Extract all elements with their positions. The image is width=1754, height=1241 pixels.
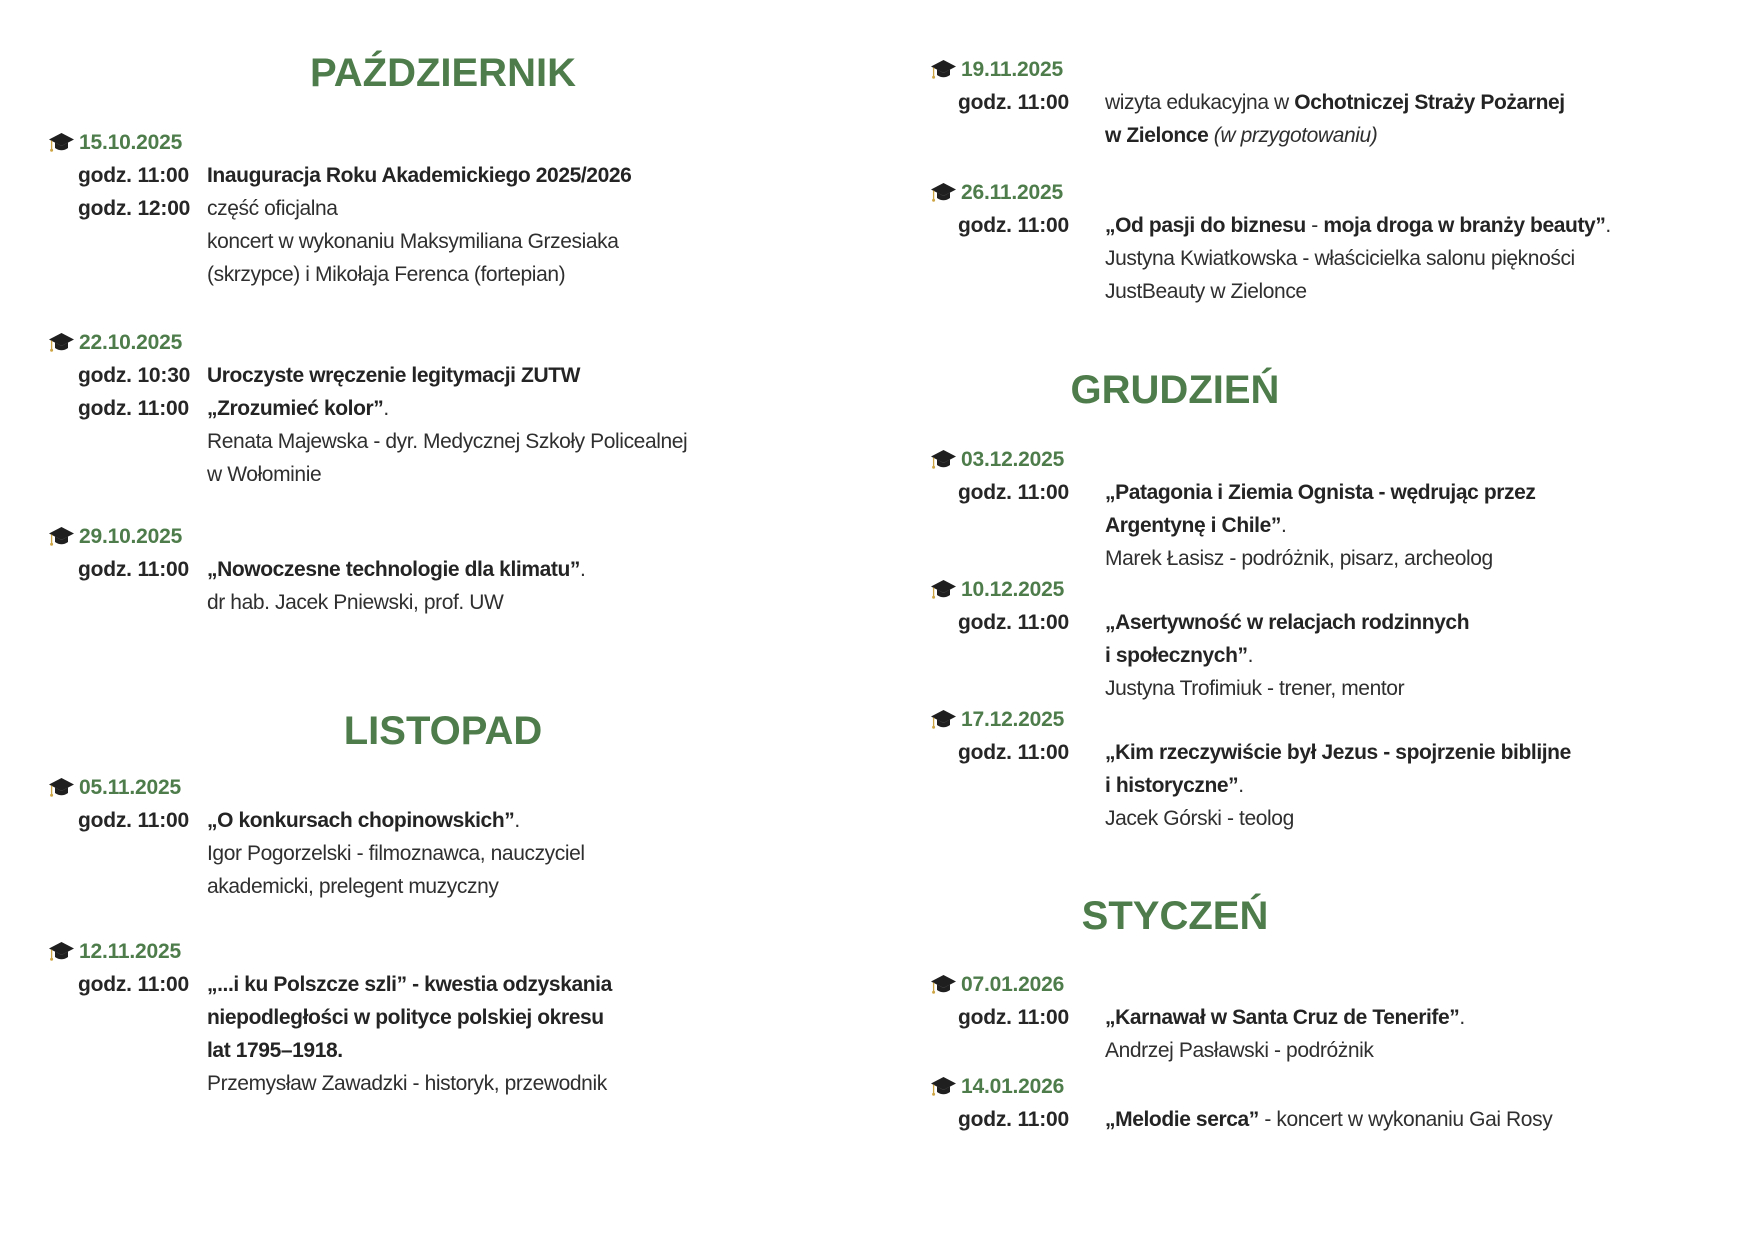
event-date: 29.10.2025 <box>79 524 183 548</box>
text-segment: Jacek Górski - teolog <box>1105 807 1294 830</box>
event-row <box>930 86 1565 119</box>
event-row <box>48 1001 856 1034</box>
event-time: godz. 11:00 <box>78 809 190 832</box>
graduation-cap-icon <box>930 579 957 603</box>
text-segment: Renata Majewska - dyr. Medycznej Szkoły Policealnej <box>207 430 688 453</box>
event-time <box>48 258 207 291</box>
text-segment: „O konkursach chopinowskich” <box>207 809 515 832</box>
text-segment: niepodległości w polityce polskiej okresu <box>207 1006 604 1029</box>
text-segment: Uroczyste wręczenie legitymacji ZUTW <box>207 364 581 387</box>
event <box>930 1070 1554 1136</box>
text-segment: wizyta edukacyjna w <box>1105 91 1295 114</box>
event-text <box>1105 86 1565 119</box>
event-time <box>48 425 207 458</box>
graduation-cap-icon <box>48 332 75 356</box>
month-header: STYCZEŃ <box>1081 894 1269 938</box>
text-segment: „Nowoczesne technologie dla klimatu” <box>207 558 581 581</box>
event-text <box>207 359 580 392</box>
event-date: 22.10.2025 <box>79 330 183 354</box>
event-time: godz. 11:00 <box>958 481 1070 504</box>
event-row <box>930 119 1554 152</box>
event <box>930 703 1571 835</box>
event <box>930 443 1554 575</box>
text-segment: „Kim rzeczywiście był Jezus - spojrzenie biblijne <box>1105 741 1571 764</box>
text-segment: „Melodie serca” <box>1105 1108 1259 1131</box>
event <box>48 771 856 903</box>
event-text <box>207 1067 607 1100</box>
graduation-cap-icon <box>930 449 957 473</box>
event-date-row <box>930 53 1554 86</box>
event-time: godz. 10:30 <box>78 364 191 387</box>
text-segment: „Asertywność w relacjach rodzinnych <box>1105 611 1470 634</box>
event-date: 17.12.2025 <box>961 707 1065 731</box>
event-rows <box>930 606 1554 705</box>
text-segment: Marek Łasisz - podróżnik, pisarz, archeolog <box>1105 547 1493 570</box>
event-row <box>930 1103 1554 1136</box>
event-text <box>207 553 585 586</box>
event-row <box>48 258 856 291</box>
text-segment: Justyna Kwiatkowska - właścicielka salonu piękności <box>1105 247 1575 270</box>
event-time <box>48 1001 207 1034</box>
event-text <box>1105 209 1611 242</box>
event-date-row <box>48 520 856 553</box>
month-header: PAŹDZIERNIK <box>310 51 576 95</box>
text-segment: akademicki, prelegent muzyczny <box>207 875 499 898</box>
text-segment: . <box>1238 774 1244 797</box>
text-segment: . <box>383 397 389 420</box>
text-segment: Przemysław Zawadzki - historyk, przewodnik <box>207 1072 607 1095</box>
text-segment: część oficjalna <box>207 197 338 220</box>
event-text <box>207 804 520 837</box>
month-header: LISTOPAD <box>343 709 543 753</box>
event-text <box>1105 639 1253 672</box>
event-time: godz. 11:00 <box>958 214 1070 237</box>
event-date: 07.01.2026 <box>961 972 1065 996</box>
event-time: godz. 11:00 <box>78 164 190 187</box>
event-text <box>1105 242 1575 275</box>
event-rows <box>48 553 856 619</box>
event-time <box>930 119 1105 152</box>
event-row <box>930 476 1554 509</box>
text-segment: w Wołominie <box>207 463 322 486</box>
event <box>48 126 856 291</box>
event-rows <box>48 804 856 903</box>
schedule-column-left <box>48 0 856 1241</box>
text-segment: moja droga w branży beauty” <box>1323 214 1606 237</box>
event-time: godz. 11:00 <box>958 91 1070 114</box>
graduation-cap-icon <box>930 709 957 733</box>
text-segment: (w przygotowaniu) <box>1213 124 1378 147</box>
event-row <box>930 275 1554 308</box>
event-text <box>1105 736 1571 769</box>
event-date-row <box>48 771 856 804</box>
event-text <box>207 870 498 903</box>
event-row <box>930 1034 1554 1067</box>
event-row <box>930 802 1554 835</box>
event-row <box>930 672 1554 705</box>
event-time: godz. 11:00 <box>78 973 190 996</box>
event-row <box>48 837 856 870</box>
text-segment: . <box>1247 644 1254 667</box>
graduation-cap-icon <box>48 777 75 801</box>
text-segment: . <box>1281 514 1287 537</box>
text-segment: i historyczne” <box>1105 774 1239 797</box>
text-segment: „Karnawał w Santa Cruz de Tenerife” <box>1105 1006 1460 1029</box>
event-text <box>1105 509 1286 542</box>
event-row <box>48 392 856 425</box>
event-time: godz. 12:00 <box>78 197 191 220</box>
event-time: godz. 11:00 <box>958 611 1070 634</box>
event-date-row <box>48 935 856 968</box>
event-row <box>48 359 856 392</box>
event-date-row <box>48 326 856 359</box>
text-segment: „Patagonia i Ziemia Ognista - wędrując przez <box>1105 481 1536 504</box>
event-time: godz. 11:00 <box>78 397 190 420</box>
event-text <box>1105 119 1377 152</box>
event-time <box>930 542 1105 575</box>
text-segment: Justyna Trofimiuk - trener, mentor <box>1105 677 1405 700</box>
event-text <box>1105 275 1307 308</box>
event-row <box>48 804 856 837</box>
event-time <box>930 275 1105 308</box>
event-date: 12.11.2025 <box>79 939 181 963</box>
graduation-cap-icon <box>48 526 75 550</box>
event-date: 05.11.2025 <box>79 775 181 799</box>
event-time <box>930 1034 1105 1067</box>
event-row <box>930 606 1554 639</box>
event-text <box>207 159 631 192</box>
event-time: godz. 11:00 <box>958 1108 1070 1131</box>
event-date-row <box>48 126 856 159</box>
event-text <box>1105 802 1294 835</box>
event-rows <box>48 968 856 1100</box>
event-rows <box>930 1103 1554 1136</box>
text-segment: koncert w wykonaniu Maksymiliana Grzesiaka <box>207 230 619 253</box>
event-row <box>930 242 1575 275</box>
graduation-cap-icon <box>930 974 957 998</box>
event-date: 26.11.2025 <box>961 180 1063 204</box>
event-text <box>1105 672 1404 705</box>
event-rows <box>930 736 1571 835</box>
graduation-cap-icon <box>48 132 75 156</box>
event-time <box>930 639 1105 672</box>
graduation-cap-icon <box>930 59 957 83</box>
text-segment: Ochotniczej Straży Pożarnej <box>1294 91 1565 114</box>
event-date: 10.12.2025 <box>961 577 1065 601</box>
event-row <box>48 1034 856 1067</box>
event-time <box>48 586 207 619</box>
text-segment: . <box>1605 214 1611 237</box>
text-segment: dr hab. Jacek Pniewski, prof. UW <box>207 591 504 614</box>
event-time <box>930 509 1105 542</box>
event-text <box>207 837 585 870</box>
event-rows <box>930 476 1554 575</box>
event-date: 03.12.2025 <box>961 447 1065 471</box>
event-text <box>207 968 612 1001</box>
text-segment: - koncert w wykonaniu Gai Rosy <box>1258 1108 1553 1131</box>
event <box>48 326 856 491</box>
text-segment: Inauguracja Roku Akademickiego 2025/2026 <box>207 164 632 187</box>
event-text <box>1105 769 1244 802</box>
event <box>930 968 1554 1067</box>
event-text <box>1105 476 1536 509</box>
graduation-cap-icon <box>930 182 957 206</box>
event-row <box>48 968 856 1001</box>
event-date-row <box>930 703 1554 736</box>
event-row <box>48 870 856 903</box>
event-row <box>48 192 856 225</box>
event <box>930 573 1554 705</box>
event-time <box>48 837 207 870</box>
event-row <box>48 458 856 491</box>
event-rows <box>930 1001 1554 1067</box>
text-segment: „Od pasji do biznesu <box>1105 214 1306 237</box>
event <box>48 935 856 1100</box>
event-text <box>207 258 565 291</box>
event-date-row <box>930 176 1554 209</box>
event-row <box>48 1067 856 1100</box>
event-time <box>48 1034 207 1067</box>
event-row <box>48 553 856 586</box>
event-time <box>930 242 1105 275</box>
event-text <box>207 425 687 458</box>
graduation-cap-icon <box>930 1076 957 1100</box>
event-text <box>207 458 321 491</box>
event-row <box>930 542 1554 575</box>
text-segment: Andrzej Pasławski - podróżnik <box>1105 1039 1374 1062</box>
event-rows <box>48 359 856 491</box>
event-rows <box>930 86 1565 152</box>
event-row <box>930 1001 1554 1034</box>
event-text <box>1105 1001 1465 1034</box>
text-segment: (skrzypce) i Mikołaja Ferenca (fortepian) <box>207 263 566 286</box>
text-segment: lat 1795–1918. <box>207 1039 343 1062</box>
event <box>930 176 1611 308</box>
event-text <box>207 1001 604 1034</box>
schedule-column-right <box>930 0 1611 1241</box>
event-row <box>930 209 1611 242</box>
event-time <box>48 1067 207 1100</box>
event-date: 15.10.2025 <box>79 130 183 154</box>
event-time: godz. 11:00 <box>958 1006 1070 1029</box>
event-time <box>48 225 207 258</box>
event <box>930 53 1565 152</box>
event-time <box>930 672 1105 705</box>
graduation-cap-icon <box>48 941 75 965</box>
text-segment: - <box>1305 214 1324 237</box>
event-row <box>930 736 1571 769</box>
event-text <box>1105 542 1493 575</box>
text-segment: i społecznych” <box>1105 644 1248 667</box>
text-segment: Argentynę i Chile” <box>1105 514 1281 537</box>
event-time <box>48 870 207 903</box>
event-time <box>48 458 207 491</box>
event-row <box>930 509 1554 542</box>
event-date: 19.11.2025 <box>961 57 1063 81</box>
text-segment: w Zielonce <box>1105 124 1214 147</box>
event-text <box>207 225 619 258</box>
event-rows <box>48 159 856 291</box>
event-date-row <box>930 968 1554 1001</box>
text-segment: . <box>514 809 520 832</box>
event-date-row <box>930 1070 1554 1103</box>
event-time: godz. 11:00 <box>958 741 1070 764</box>
event-rows <box>930 209 1611 308</box>
event-row <box>48 159 856 192</box>
event-time <box>930 769 1105 802</box>
event-date-row <box>930 573 1554 606</box>
text-segment: . <box>1459 1006 1465 1029</box>
event-row <box>48 586 856 619</box>
event-row <box>48 425 856 458</box>
event-text <box>1105 1103 1552 1136</box>
text-segment: . <box>580 558 586 581</box>
event-row <box>930 769 1554 802</box>
event-text <box>207 1034 343 1067</box>
text-segment: „...i ku Polszcze szli” - kwestia odzyskania <box>207 973 612 996</box>
event-text <box>207 392 389 425</box>
event-text <box>207 192 338 225</box>
event-text <box>1105 606 1469 639</box>
event-time <box>930 802 1105 835</box>
event <box>48 520 856 619</box>
text-segment: Igor Pogorzelski - filmoznawca, nauczyciel <box>207 842 585 865</box>
text-segment: „Zrozumieć kolor” <box>207 397 384 420</box>
event-text <box>207 586 503 619</box>
event-row <box>48 225 856 258</box>
event-date-row <box>930 443 1554 476</box>
text-segment: JustBeauty w Zielonce <box>1105 280 1307 303</box>
event-date: 14.01.2026 <box>961 1074 1065 1098</box>
event-text <box>1105 1034 1374 1067</box>
event-time: godz. 11:00 <box>78 558 190 581</box>
event-row <box>930 639 1554 672</box>
month-header: GRUDZIEŃ <box>1070 368 1280 412</box>
